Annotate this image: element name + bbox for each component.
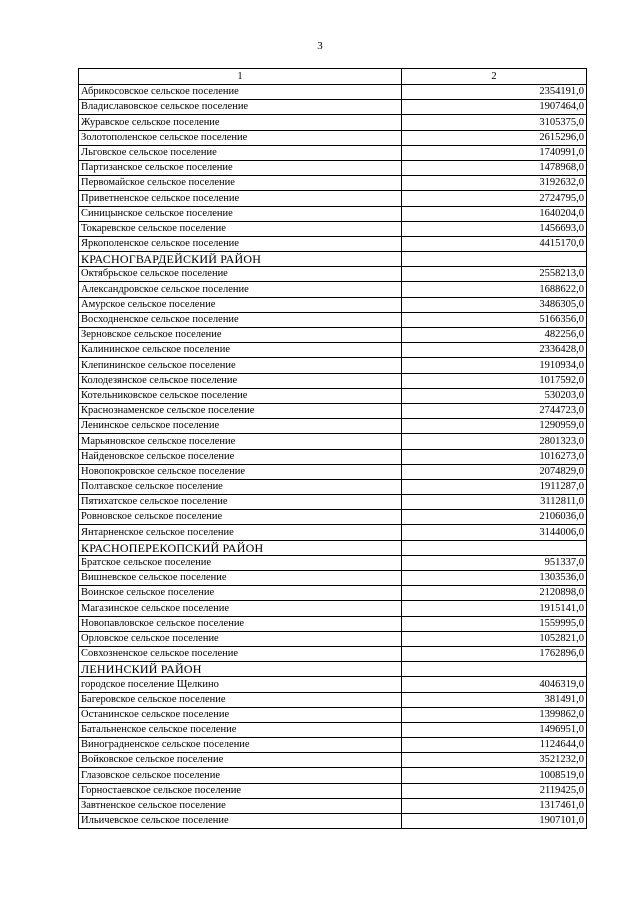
column-header-2: 2 bbox=[402, 69, 587, 85]
table-row bbox=[79, 373, 587, 388]
settlement-name: Ленинское сельское поселение bbox=[79, 419, 402, 434]
table-row bbox=[79, 677, 587, 692]
table-row bbox=[79, 525, 587, 540]
amount-cell: 1456693,0 bbox=[402, 221, 587, 236]
district-name: ЛЕНИНСКИЙ РАЙОН bbox=[79, 662, 402, 677]
table-row bbox=[79, 631, 587, 646]
amount-cell: 1124644,0 bbox=[402, 738, 587, 753]
amount-cell: 1017592,0 bbox=[402, 373, 587, 388]
settlement-name: Ильичевское сельское поселение bbox=[79, 814, 402, 829]
settlement-name: Журавское сельское поселение bbox=[79, 115, 402, 130]
settlement-name: Виноградненское сельское поселение bbox=[79, 738, 402, 753]
settlement-name: Марьяновское сельское поселение bbox=[79, 434, 402, 449]
amount-cell: 3105375,0 bbox=[402, 115, 587, 130]
settlement-name: Останинское сельское поселение bbox=[79, 707, 402, 722]
amount-cell: 3486305,0 bbox=[402, 297, 587, 312]
settlement-name: Абрикосовское сельское поселение bbox=[79, 85, 402, 100]
settlement-name: Яркополенское сельское поселение bbox=[79, 236, 402, 251]
amount-cell: 1911287,0 bbox=[402, 479, 587, 494]
amount-cell: 1762896,0 bbox=[402, 646, 587, 661]
table-row bbox=[79, 768, 587, 783]
settlement-name: Александровское сельское поселение bbox=[79, 282, 402, 297]
column-header-1: 1 bbox=[79, 69, 402, 85]
table-row bbox=[79, 464, 587, 479]
table-row bbox=[79, 753, 587, 768]
settlement-name: Владиславовское сельское поселение bbox=[79, 100, 402, 115]
settlement-name: Золотополенское сельское поселение bbox=[79, 130, 402, 145]
amount-cell: 2106036,0 bbox=[402, 510, 587, 525]
amount-cell: 1559995,0 bbox=[402, 616, 587, 631]
table-row bbox=[79, 297, 587, 312]
settlement-name: Новопокровское сельское поселение bbox=[79, 464, 402, 479]
table-row bbox=[79, 814, 587, 829]
table-row bbox=[79, 555, 587, 570]
district-name: КРАСНОПЕРЕКОПСКИЙ РАЙОН bbox=[79, 540, 402, 555]
settlement-name: Полтавское сельское поселение bbox=[79, 479, 402, 494]
table-row bbox=[79, 449, 587, 464]
amount-cell: 1016273,0 bbox=[402, 449, 587, 464]
settlement-name: Первомайское сельское поселение bbox=[79, 176, 402, 191]
district-heading-row bbox=[79, 662, 587, 677]
table-row bbox=[79, 616, 587, 631]
amount-cell: 1303536,0 bbox=[402, 571, 587, 586]
amount-cell: 2558213,0 bbox=[402, 267, 587, 282]
table-row bbox=[79, 495, 587, 510]
amount-cell: 1640204,0 bbox=[402, 206, 587, 221]
amount-cell: 1915141,0 bbox=[402, 601, 587, 616]
table-row bbox=[79, 510, 587, 525]
table-row bbox=[79, 221, 587, 236]
settlement-name: Клепининское сельское поселение bbox=[79, 358, 402, 373]
page-number: 3 bbox=[317, 40, 323, 52]
settlement-name: Багеровское сельское поселение bbox=[79, 692, 402, 707]
settlement-name: Синицынское сельское поселение bbox=[79, 206, 402, 221]
table-row bbox=[79, 722, 587, 737]
table-row bbox=[79, 601, 587, 616]
settlement-name: Приветненское сельское поселение bbox=[79, 191, 402, 206]
amount-cell: 3521232,0 bbox=[402, 753, 587, 768]
settlement-name: Котельниковское сельское поселение bbox=[79, 388, 402, 403]
table-row bbox=[79, 419, 587, 434]
amount-cell: 1317461,0 bbox=[402, 798, 587, 813]
table-row bbox=[79, 571, 587, 586]
table-row bbox=[79, 267, 587, 282]
table-row bbox=[79, 586, 587, 601]
settlement-name: Завтненское сельское поселение bbox=[79, 798, 402, 813]
amount-cell: 1478968,0 bbox=[402, 160, 587, 175]
settlement-name: Батальненское сельское поселение bbox=[79, 722, 402, 737]
amount-cell: 1052821,0 bbox=[402, 631, 587, 646]
amount-cell: 2354191,0 bbox=[402, 85, 587, 100]
amount-cell: 2120898,0 bbox=[402, 586, 587, 601]
amount-cell: 2074829,0 bbox=[402, 464, 587, 479]
amount-cell: 2336428,0 bbox=[402, 343, 587, 358]
settlement-name: Горностаевское сельское поселение bbox=[79, 783, 402, 798]
budget-table bbox=[78, 68, 587, 829]
table-row bbox=[79, 85, 587, 100]
amount-cell: 1290959,0 bbox=[402, 419, 587, 434]
amount-cell: 2615296,0 bbox=[402, 130, 587, 145]
table-row bbox=[79, 434, 587, 449]
amount-cell bbox=[402, 540, 587, 555]
table-row bbox=[79, 236, 587, 251]
table-row bbox=[79, 328, 587, 343]
amount-cell: 2724795,0 bbox=[402, 191, 587, 206]
settlement-name: Партизанское сельское поселение bbox=[79, 160, 402, 175]
table-row bbox=[79, 388, 587, 403]
amount-cell: 2119425,0 bbox=[402, 783, 587, 798]
district-heading-row bbox=[79, 252, 587, 267]
amount-cell: 2744723,0 bbox=[402, 403, 587, 418]
table-row bbox=[79, 692, 587, 707]
table-row bbox=[79, 479, 587, 494]
table-row bbox=[79, 160, 587, 175]
settlement-name: Колодезянское сельское поселение bbox=[79, 373, 402, 388]
table-row bbox=[79, 206, 587, 221]
settlement-name: Льговское сельское поселение bbox=[79, 145, 402, 160]
settlement-name: Новопавловское сельское поселение bbox=[79, 616, 402, 631]
amount-cell: 2801323,0 bbox=[402, 434, 587, 449]
amount-cell: 530203,0 bbox=[402, 388, 587, 403]
table-row bbox=[79, 798, 587, 813]
amount-cell: 1496951,0 bbox=[402, 722, 587, 737]
amount-cell: 1008519,0 bbox=[402, 768, 587, 783]
settlement-name: Войковское сельское поселение bbox=[79, 753, 402, 768]
table-row bbox=[79, 191, 587, 206]
amount-cell: 482256,0 bbox=[402, 328, 587, 343]
table-body bbox=[79, 69, 587, 829]
amount-cell: 3144006,0 bbox=[402, 525, 587, 540]
settlement-name: Калининское сельское поселение bbox=[79, 343, 402, 358]
amount-cell: 1907101,0 bbox=[402, 814, 587, 829]
settlement-name: Братское сельское поселение bbox=[79, 555, 402, 570]
amount-cell: 381491,0 bbox=[402, 692, 587, 707]
amount-cell: 3112811,0 bbox=[402, 495, 587, 510]
settlement-name: Ровновское сельское поселение bbox=[79, 510, 402, 525]
amount-cell bbox=[402, 252, 587, 267]
settlement-name: Краснознаменское сельское поселение bbox=[79, 403, 402, 418]
amount-cell: 4046319,0 bbox=[402, 677, 587, 692]
settlement-name: Совхозненское сельское поселение bbox=[79, 646, 402, 661]
amount-cell: 5166356,0 bbox=[402, 312, 587, 327]
settlement-name: Амурское сельское поселение bbox=[79, 297, 402, 312]
table-row bbox=[79, 130, 587, 145]
amount-cell: 1910934,0 bbox=[402, 358, 587, 373]
amount-cell: 4415170,0 bbox=[402, 236, 587, 251]
amount-cell: 1907464,0 bbox=[402, 100, 587, 115]
settlement-name: Янтарненское сельское поселение bbox=[79, 525, 402, 540]
settlement-name: Магазинское сельское поселение bbox=[79, 601, 402, 616]
table-row bbox=[79, 358, 587, 373]
settlement-name: Токаревское сельское поселение bbox=[79, 221, 402, 236]
table-row bbox=[79, 100, 587, 115]
table-row bbox=[79, 783, 587, 798]
table-row bbox=[79, 115, 587, 130]
amount-cell: 1688622,0 bbox=[402, 282, 587, 297]
table-row bbox=[79, 707, 587, 722]
amount-cell: 3192632,0 bbox=[402, 176, 587, 191]
amount-cell: 1740991,0 bbox=[402, 145, 587, 160]
table-row bbox=[79, 343, 587, 358]
settlement-name: Пятихатское сельское поселение bbox=[79, 495, 402, 510]
table-row bbox=[79, 738, 587, 753]
table-row bbox=[79, 646, 587, 661]
settlement-name: Октябрьское сельское поселение bbox=[79, 267, 402, 282]
district-heading-row bbox=[79, 540, 587, 555]
amount-cell: 951337,0 bbox=[402, 555, 587, 570]
settlement-name: Воинское сельское поселение bbox=[79, 586, 402, 601]
table-header-row bbox=[79, 69, 587, 85]
amount-cell bbox=[402, 662, 587, 677]
table-row bbox=[79, 403, 587, 418]
table-row bbox=[79, 312, 587, 327]
table-row bbox=[79, 176, 587, 191]
table-row bbox=[79, 145, 587, 160]
settlement-name: Зерновское сельское поселение bbox=[79, 328, 402, 343]
settlement-name: Орловское сельское поселение bbox=[79, 631, 402, 646]
settlement-name: городское поселение Щелкино bbox=[79, 677, 402, 692]
settlement-name: Глазовское сельское поселение bbox=[79, 768, 402, 783]
district-name: КРАСНОГВАРДЕЙСКИЙ РАЙОН bbox=[79, 252, 402, 267]
table-row bbox=[79, 282, 587, 297]
amount-cell: 1399862,0 bbox=[402, 707, 587, 722]
settlement-name: Найденовское сельское поселение bbox=[79, 449, 402, 464]
settlement-name: Вишневское сельское поселение bbox=[79, 571, 402, 586]
settlement-name: Восходненское сельское поселение bbox=[79, 312, 402, 327]
